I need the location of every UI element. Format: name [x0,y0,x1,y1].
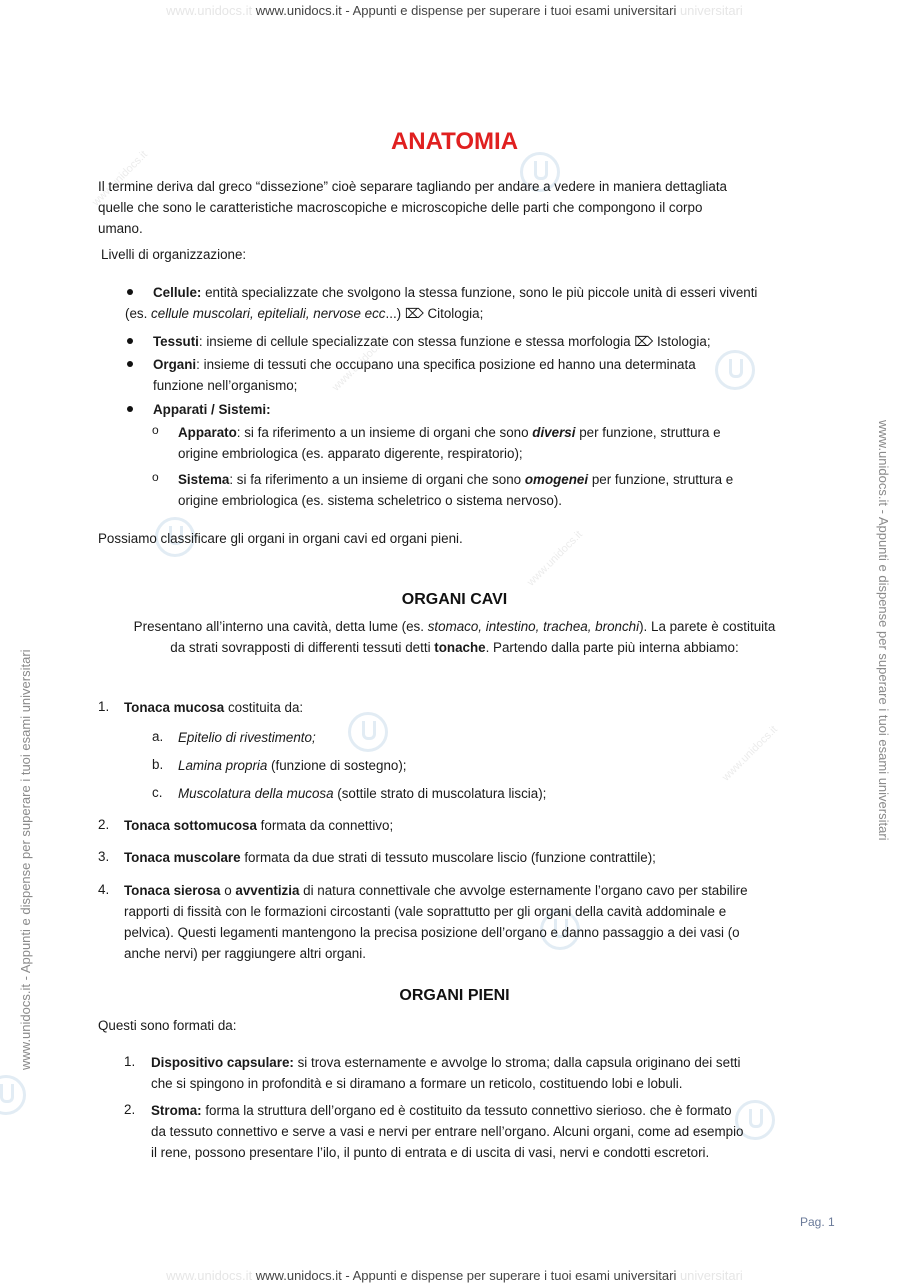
list-number: 3. [98,849,110,864]
sub-text: (sottile strato di muscolatura liscia); [333,786,547,801]
list-term: Tonaca muscolare [124,850,241,865]
level-emphasis: diversi [532,425,576,440]
watermark-ghost: universitari [679,1268,743,1283]
watermark-diagonal: www.unidocs.it [720,723,780,784]
watermark-banner-bottom [0,1268,909,1283]
level-apparato [178,422,721,464]
level-sistema [178,469,733,511]
cavi-intro-example: stomaco, intestino, trachea, bronchi [427,619,640,634]
bullet [127,406,133,412]
page-title: ANATOMIA [390,128,519,155]
level-text: : si fa riferimento a un insieme di organi che sono [236,425,533,440]
list-term: avventizia [235,883,300,898]
list-term: Stroma: [151,1103,202,1118]
list-text: forma la struttura dell’organo ed è costituito da tessuto connettivo sierioso. che è formato [201,1103,732,1118]
list-item [124,847,656,868]
intro-line: Il termine deriva dal greco “dissezione” cioè separare tagliando per andare a vedere in maniera dettagliata [98,179,727,194]
level-text: ...) ⌦ Citologia; [385,306,484,321]
sub-term: Epitelio di rivestimento; [178,730,316,745]
level-organi [153,354,696,396]
cavi-intro-text: . Partendo dalla parte più interna abbiamo: [485,640,739,655]
sub-term: Muscolatura della mucosa [178,786,334,801]
watermark-diagonal: www.unidocs.it [330,333,390,394]
intro-line: umano. [98,221,143,236]
list-text: formata da due strati di tessuto muscolare liscio (funzione contrattile); [240,850,656,865]
list-number: 2. [124,1102,136,1117]
section-heading-pieni: ORGANI PIENI [399,987,510,1004]
page-number: Pag. 1 [800,1215,835,1229]
watermark-logo [348,712,388,752]
watermark-banner-top [0,3,909,18]
watermark-logo [0,1075,26,1115]
list-item [124,880,748,964]
pieni-intro: Questi sono formati da: [98,1018,237,1033]
sub-bullet: o [152,470,159,484]
level-term: Tessuti [153,334,199,349]
list-number: 2. [98,817,110,832]
list-text: che si spingono in profondità e si diramano a formare un reticolo, costituendo lobi e lobuli. [151,1076,683,1091]
watermark-diagonal: www.unidocs.it [90,148,150,209]
level-term: Sistema [178,472,230,487]
level-text: funzione nell’organismo; [153,378,298,393]
list-text: anche nervi) per raggiungere altri organi. [124,946,366,961]
bullet [127,361,133,367]
list-term: Tonaca mucosa [124,700,225,715]
list-item [151,1100,744,1163]
intro-line: quelle che sono le caratteristiche macroscopiche e microscopiche delle parti che compongono il corpo [98,200,703,215]
bullet [127,289,133,295]
level-emphasis: omogenei [524,472,589,487]
list-text: pelvica). Questi legamenti mantengono la precisa posizione dell’organo e danno passaggio a dei vasi (o [124,925,740,940]
sub-text: (funzione di sostegno); [267,758,407,773]
watermark-ghost: www.unidocs.it [166,1268,253,1283]
cavi-intro-text: ). La parete è costituita [639,619,776,634]
sub-bullet: o [152,423,159,437]
watermark-ghost: www.unidocs.it [166,3,253,18]
list-term: Tonaca sierosa [124,883,221,898]
list-item [151,1052,741,1094]
watermark-banner-text: www.unidocs.it - Appunti e dispense per superare i tuoi esami universitari [255,3,677,18]
list-text: di natura connettivale che avvolge esternamente l’organo cavo per stabilire [299,883,748,898]
cavi-intro-text: da strati sovrapposti di differenti tessuti detti [170,640,435,655]
level-term: Apparati / Sistemi: [153,402,271,417]
level-text: (es. [125,306,152,321]
list-number: 4. [98,882,110,897]
watermark-ghost: universitari [679,3,743,18]
level-text: : insieme di cellule specializzate con stessa funzione e stessa morfologia ⌦ Istologia; [198,334,711,349]
list-item [124,815,393,836]
list-text: costituita da: [224,700,304,715]
cavi-intro [0,616,909,658]
level-text: per funzione, struttura e [588,472,734,487]
level-text: : insieme di tessuti che occupano una specifica posizione ed hanno una determinata [196,357,696,372]
sub-letter: a. [152,729,164,744]
sub-term: Lamina propria [178,758,268,773]
classify-paragraph: Possiamo classificare gli organi in organi cavi ed organi pieni. [98,531,463,546]
level-term: Cellule: [153,285,202,300]
list-number: 1. [98,699,110,714]
list-term: Dispositivo capsulare: [151,1055,294,1070]
list-text: formata da connettivo; [256,818,394,833]
sub-item [178,755,407,776]
level-text: : si fa riferimento a un insieme di organi che sono [229,472,525,487]
level-text: origine embriologica (es. sistema scheletrico o sistema nervoso). [178,493,563,508]
list-text: o [220,883,236,898]
level-term: Organi [153,357,197,372]
watermark-logo [715,350,755,390]
level-example: cellule muscolari, epiteliali, nervose ecc [151,306,386,321]
sub-letter: c. [152,785,163,800]
list-text: il rene, possono presentare l’ilo, il punto di entrata e di uscita di vasi, nervi e condotti escretori. [151,1145,710,1160]
sub-item [178,727,316,748]
watermark-side-left: www.unidocs.it - Appunti e dispense per superare i tuoi esami universitari [18,649,33,1070]
section-heading-cavi: ORGANI CAVI [401,591,508,608]
level-text: per funzione, struttura e [575,425,721,440]
cavi-intro-text: Presentano all’interno una cavità, detta lume (es. [133,619,428,634]
sub-item [178,783,546,804]
level-tessuti [153,331,711,352]
list-text: rapporti di fissità con le formazioni circostanti (vale soprattutto per gli organi della cavità addominale e [124,904,727,919]
level-cellule [125,282,758,324]
intro-paragraph [98,176,727,239]
cavi-intro-term: tonache [434,640,486,655]
bullet [127,338,133,344]
list-number: 1. [124,1054,136,1069]
list-text: si trova esternamente e avvolge lo stroma; dalla capsula originano dei setti [293,1055,741,1070]
watermark-banner-text: www.unidocs.it - Appunti e dispense per superare i tuoi esami universitari [255,1268,677,1283]
level-text: entità specializzate che svolgono la stessa funzione, sono le più piccole unità di esseri viventi [201,285,758,300]
watermark-diagonal: www.unidocs.it [525,528,585,589]
levels-label: Livelli di organizzazione: [101,247,247,262]
level-text: origine embriologica (es. apparato digerente, respiratorio); [178,446,523,461]
list-item [124,697,303,718]
level-apparati [153,399,271,420]
sub-letter: b. [152,757,164,772]
list-term: Tonaca sottomucosa [124,818,257,833]
list-text: da tessuto connettivo e serve a vasi e nervi per entrare nell’organo. Alcuni organi, come ad esempio [151,1124,744,1139]
level-term: Apparato [178,425,237,440]
watermark-side-right: www.unidocs.it - Appunti e dispense per superare i tuoi esami universitari [876,420,891,841]
